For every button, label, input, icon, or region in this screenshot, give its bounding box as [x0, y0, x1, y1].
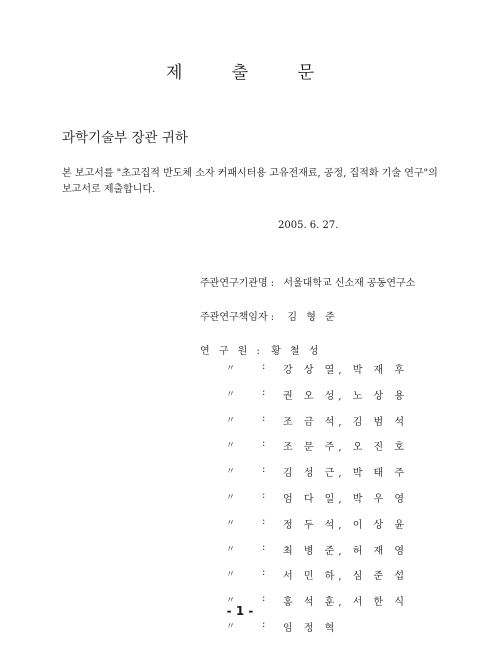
- researcher-names: 강 상 열, 박 재 후: [283, 365, 409, 376]
- page-title: 제 출 문: [165, 63, 337, 83]
- researchers-row: [200, 342, 321, 357]
- researchers-label: 연 구 원 :: [200, 346, 260, 357]
- statement-line-2: 보고서로 제출합니다.: [62, 184, 156, 195]
- lead-researcher-row: [200, 308, 338, 323]
- researcher-names: 김 성 근, 박 태 주: [283, 468, 409, 480]
- ditto-mark: 〃: [226, 570, 236, 581]
- researcher-names: 엄 다 일, 박 우 영: [283, 494, 409, 505]
- separator-colon: :: [262, 361, 266, 372]
- submission-date: 2005. 6. 27.: [278, 220, 339, 231]
- addressee: 과학기술부 장관 귀하: [62, 130, 188, 146]
- lead-label: 주관연구책임자 :: [200, 312, 275, 323]
- ditto-mark: 〃: [226, 596, 236, 607]
- researcher-names: 홍 석 훈, 서 한 식: [283, 597, 409, 609]
- institution-label: 주관연구기관명 :: [200, 278, 275, 289]
- separator-colon: :: [262, 386, 266, 398]
- first-researcher: 황 철 성: [271, 346, 322, 357]
- separator-colon: :: [262, 438, 266, 450]
- ditto-mark: 〃: [226, 415, 236, 426]
- researcher-names: 권 오 성, 노 상 용: [283, 390, 409, 402]
- lead-value: 김 형 준: [287, 312, 338, 323]
- ditto-mark: 〃: [226, 364, 236, 374]
- researcher-names: 조 금 석, 김 범 석: [283, 416, 409, 428]
- statement-line-1: 본 보고서를 "초고집적 반도체 소자 커패시터용 고유전재료, 공정, 집적화 기술 연구"의: [62, 168, 438, 179]
- ditto-mark: 〃: [226, 493, 236, 503]
- institution-row: [200, 274, 415, 289]
- submission-statement: [62, 166, 442, 198]
- separator-colon: :: [262, 567, 266, 579]
- institution-value: 서울대학교 신소재 공동연구소: [283, 278, 416, 289]
- researcher-names: 정 두 석, 이 상 윤: [283, 519, 409, 531]
- ditto-mark: 〃: [226, 622, 236, 632]
- separator-colon: :: [262, 619, 266, 630]
- researcher-names: 임 정 혁: [283, 623, 339, 634]
- researcher-names: 최 병 준, 허 재 영: [283, 545, 409, 557]
- ditto-mark: 〃: [226, 389, 236, 400]
- ditto-mark: 〃: [226, 441, 236, 452]
- separator-colon: :: [262, 593, 266, 605]
- separator-colon: :: [262, 464, 266, 476]
- separator-colon: :: [262, 541, 266, 553]
- ditto-mark: 〃: [226, 518, 236, 529]
- researcher-names: 서 민 하, 심 준 섭: [283, 571, 409, 583]
- separator-colon: :: [262, 490, 266, 501]
- separator-colon: :: [262, 515, 266, 527]
- separator-colon: :: [262, 412, 266, 424]
- ditto-mark: 〃: [226, 467, 236, 478]
- researcher-names: 조 문 주, 오 진 호: [283, 442, 409, 454]
- ditto-mark: 〃: [226, 544, 236, 555]
- page-number: - 1 -: [226, 604, 254, 618]
